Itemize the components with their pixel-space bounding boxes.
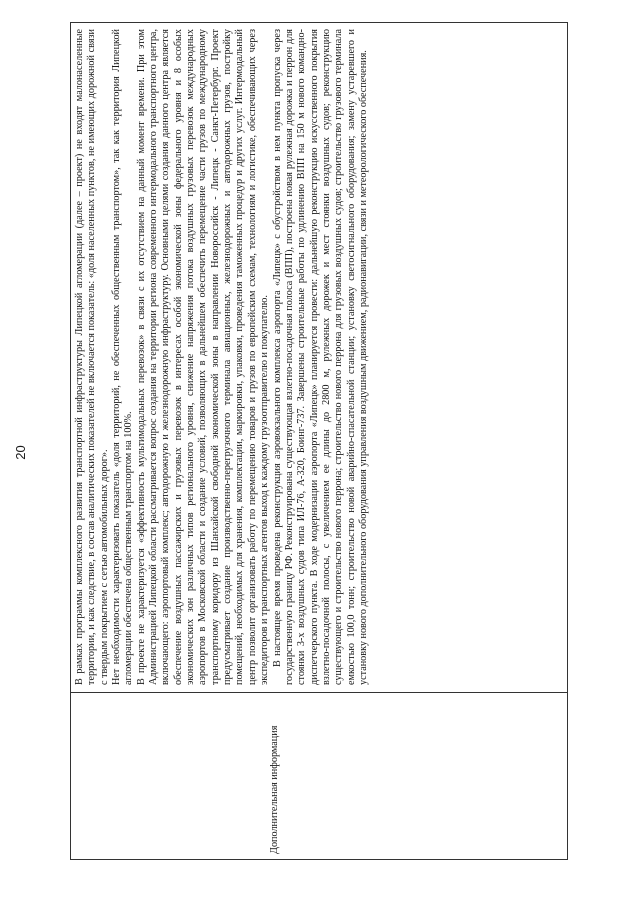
table-label: Дополнительная информация [269, 725, 280, 854]
table-label-cell [71, 692, 567, 859]
page-number: 20 [13, 445, 28, 460]
info-table [70, 22, 568, 860]
table-content-cell [71, 23, 567, 692]
paragraph-scope: В рамках программы комплексного развития транспортной инфраструктуры Липецкой агломерации (далее – проект) не входят малонаселенные территории, и как следствие, в состав аналитических показателей не включается показатель: «доля населенных пунктов, не имеющих дорожной связи с твердым покрытием с сетью автомобильных дорог». [74, 29, 110, 685]
paragraph-public-transport: Нет необходимости характеризовать показатель «доля территорий, не обеспеченных общественным транспортом», так как территория Липецкой агломерации обеспечена общественным транспортом на 100%. [111, 29, 135, 685]
paragraph-multimodal: В проекте не характеризуется «эффективность мультимодальных перевозок» в связи с их отсутствием на данный момент времени. При этом Администрацией Липецкой области рассматривается вопрос создания на территории региона современного интермодального транспортного центра, включающего: аэропортовый комплекс; автодорожную и железнодорожную инфраструктуру. Основными целями создания данного центра является обеспечение воздушных пассажирских и грузовых перевозок в интересах особой экономической зоны федерального уровня и 8 особых экономических зон различных типов регионального уровня, снижение напряжения потока воздушных грузовых перевозок международных аэропортов в Московской области и создание условий, позволяющих в дальнейшем обеспечить перемещение части грузов по международному транспортному коридору из Шанхайской свободной экономической зоны в направлении Новороссийск - Липецк - Санкт-Петербург. Проект предусматривает создание производственно-перегрузочного терминала авиационных, железнодорожных и автодорожных грузов, постройку помещений, необходимых для хранения, комплектации, маркировки, упаковки, проведения таможенных процедур и других услуг. Интермодальный центр позволит организовать работу по перемещению товаров и грузов по европейским схемам, технологиям и логистике, обеспечивающих через экспедиторов и транспортных агентов выход к каждому грузоотправителю и покупателю. [135, 29, 271, 685]
paragraph-airport: В настоящее время проведена реконструкция аэровокзального комплекса аэропорта «Липецк» с обустройством в нем пункта пропуска через государственную границу РФ. Реконструирована существующая взлетно-посадочная полоса (ВПП), построена новая рулежная дорожка и перрон для стоянки 3-х воздушных судов типа ИЛ-76, А-320, Боинг-737. Завершены строительные работы по удлинению ВПП на 150 м нового командно-диспетчерского пункта. В ходе модернизации аэропорта «Липецк» планируется провести: дальнейшую реконструкцию искусственного покрытия взлетно-посадочной полосы, с увеличением ее длины до 2800 м, рулежных дорожек и мест стоянки воздушных судов; реконструкцию существующего и строительство нового перрона; строительство нового перрона для грузовых воздушных судов; строительство грузового терминала емкостью 100,0 тонн; строительство новой аварийно-спасательной станции; установку светосигнального оборудования; замену устаревшего и установку нового дополнительного оборудования управления воздушным движением, радионавигации, связи и метеорологического обеспечения. [271, 29, 369, 685]
